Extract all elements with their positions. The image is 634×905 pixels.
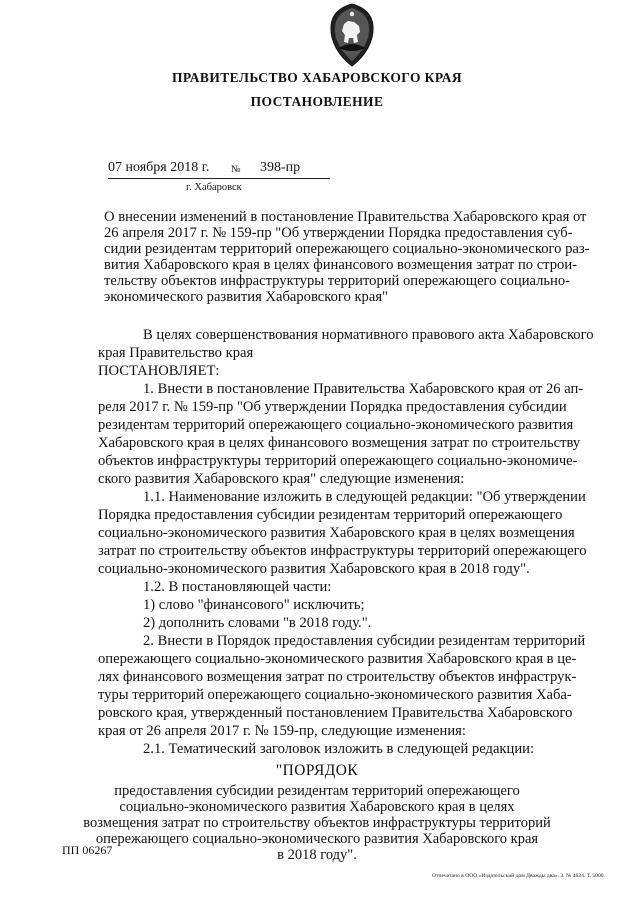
- order-title-line: предоставления субсидии резидентам территорий опережающего: [114, 783, 520, 799]
- order-title-line: возмещения затрат по строительству объектов инфраструктуры территорий: [83, 815, 551, 831]
- body-line: края от 26 апреля 2017 г. № 159-пр, следующие изменения:: [98, 723, 466, 739]
- title-line: вития Хабаровского края в целях финансового возмещения затрат по строи-: [104, 257, 577, 273]
- body-line: ровского края, утвержденный постановлением Правительства Хабаровского: [98, 705, 573, 721]
- body-line: 2.1. Тематический заголовок изложить в следующей редакции:: [143, 741, 534, 757]
- document-number: 398-пр: [260, 160, 301, 175]
- body-line: затрат по строительству объектов инфраструктуры территорий опережающего: [98, 543, 587, 559]
- coat-of-arms-icon: [327, 2, 377, 68]
- title-line: экономического развития Хабаровского края": [104, 289, 388, 305]
- body-line: опережающего социально-экономического развития Хабаровского края в це-: [98, 651, 577, 667]
- title-line: 26 апреля 2017 г. № 159-пр "Об утверждении Порядка предоставления суб-: [104, 225, 573, 241]
- document-city: г. Хабаровск: [186, 182, 242, 193]
- government-name: ПРАВИТЕЛЬСТВО ХАБАРОВСКОГО КРАЯ: [171, 70, 463, 85]
- body-line: лях финансового возмещения затрат по строительству объектов инфраструк-: [98, 669, 577, 685]
- body-line: Хабаровского края в целях финансового возмещения затрат по строительству: [98, 435, 581, 451]
- body-line: 1. Внести в постановление Правительства Хабаровского края от 26 ап-: [143, 381, 584, 397]
- document-type: ПОСТАНОВЛЕНИЕ: [250, 94, 384, 109]
- title-line: О внесении изменений в постановление Правительства Хабаровского края от: [104, 209, 587, 225]
- body-line: объектов инфраструктуры территорий опережающего социально-экономиче-: [98, 453, 578, 469]
- body-line: 1) слово "финансового" исключить;: [143, 597, 365, 613]
- order-title-line: в 2018 году".: [277, 847, 357, 863]
- body-line: края Правительство края: [98, 345, 254, 361]
- order-title-line: опережающего социально-экономического развития Хабаровского края: [95, 831, 539, 847]
- number-sign: №: [231, 164, 241, 175]
- body-line: социально-экономического развития Хабаровского края в целях возмещения: [98, 525, 575, 541]
- body-line: туры территорий опережающего социально-экономического развития Хаба-: [98, 687, 572, 703]
- order-heading: "ПОРЯДОК: [275, 762, 359, 779]
- order-title-line: социально-экономического развития Хабаровского края в целях: [119, 799, 515, 815]
- document-date: 07 ноября 2018 г.: [108, 160, 210, 175]
- body-line: ПОСТАНОВЛЯЕТ:: [98, 363, 220, 379]
- body-line: 1.1. Наименование изложить в следующей редакции: "Об утверждении: [143, 489, 586, 505]
- body-line: ского развития Хабаровского края" следующие изменения:: [98, 471, 465, 487]
- body-line: 2) дополнить словами "в 2018 году.".: [143, 615, 372, 631]
- title-line: тельству объектов инфраструктуры территорий опережающего социально-: [104, 273, 571, 289]
- body-line: 2. Внести в Порядок предоставления субсидии резидентам территорий: [143, 633, 586, 649]
- body-line: реля 2017 г. № 159-пр "Об утверждении Порядка предоставления субсидии: [98, 399, 567, 415]
- body-line: В целях совершенствования нормативного правового акта Хабаровского: [143, 327, 594, 343]
- printer-imprint: Отпечатано в ООО «Издательский дом Дважды два». З. № 4624. Т. 5000.: [432, 873, 605, 879]
- title-line: сидии резидентам территорий опережающего социально-экономического раз-: [104, 241, 590, 257]
- body-line: Порядка предоставления субсидии резидентам территорий опережающего: [98, 507, 563, 523]
- body-line: социально-экономического развития Хабаровского края в 2018 году".: [98, 561, 530, 577]
- document-date-number: [108, 160, 330, 179]
- form-code: ПП 06267: [62, 843, 113, 857]
- body-line: 1.2. В постановляющей части:: [143, 579, 332, 595]
- body-line: резидентам территорий опережающего социально-экономического развития: [98, 417, 574, 433]
